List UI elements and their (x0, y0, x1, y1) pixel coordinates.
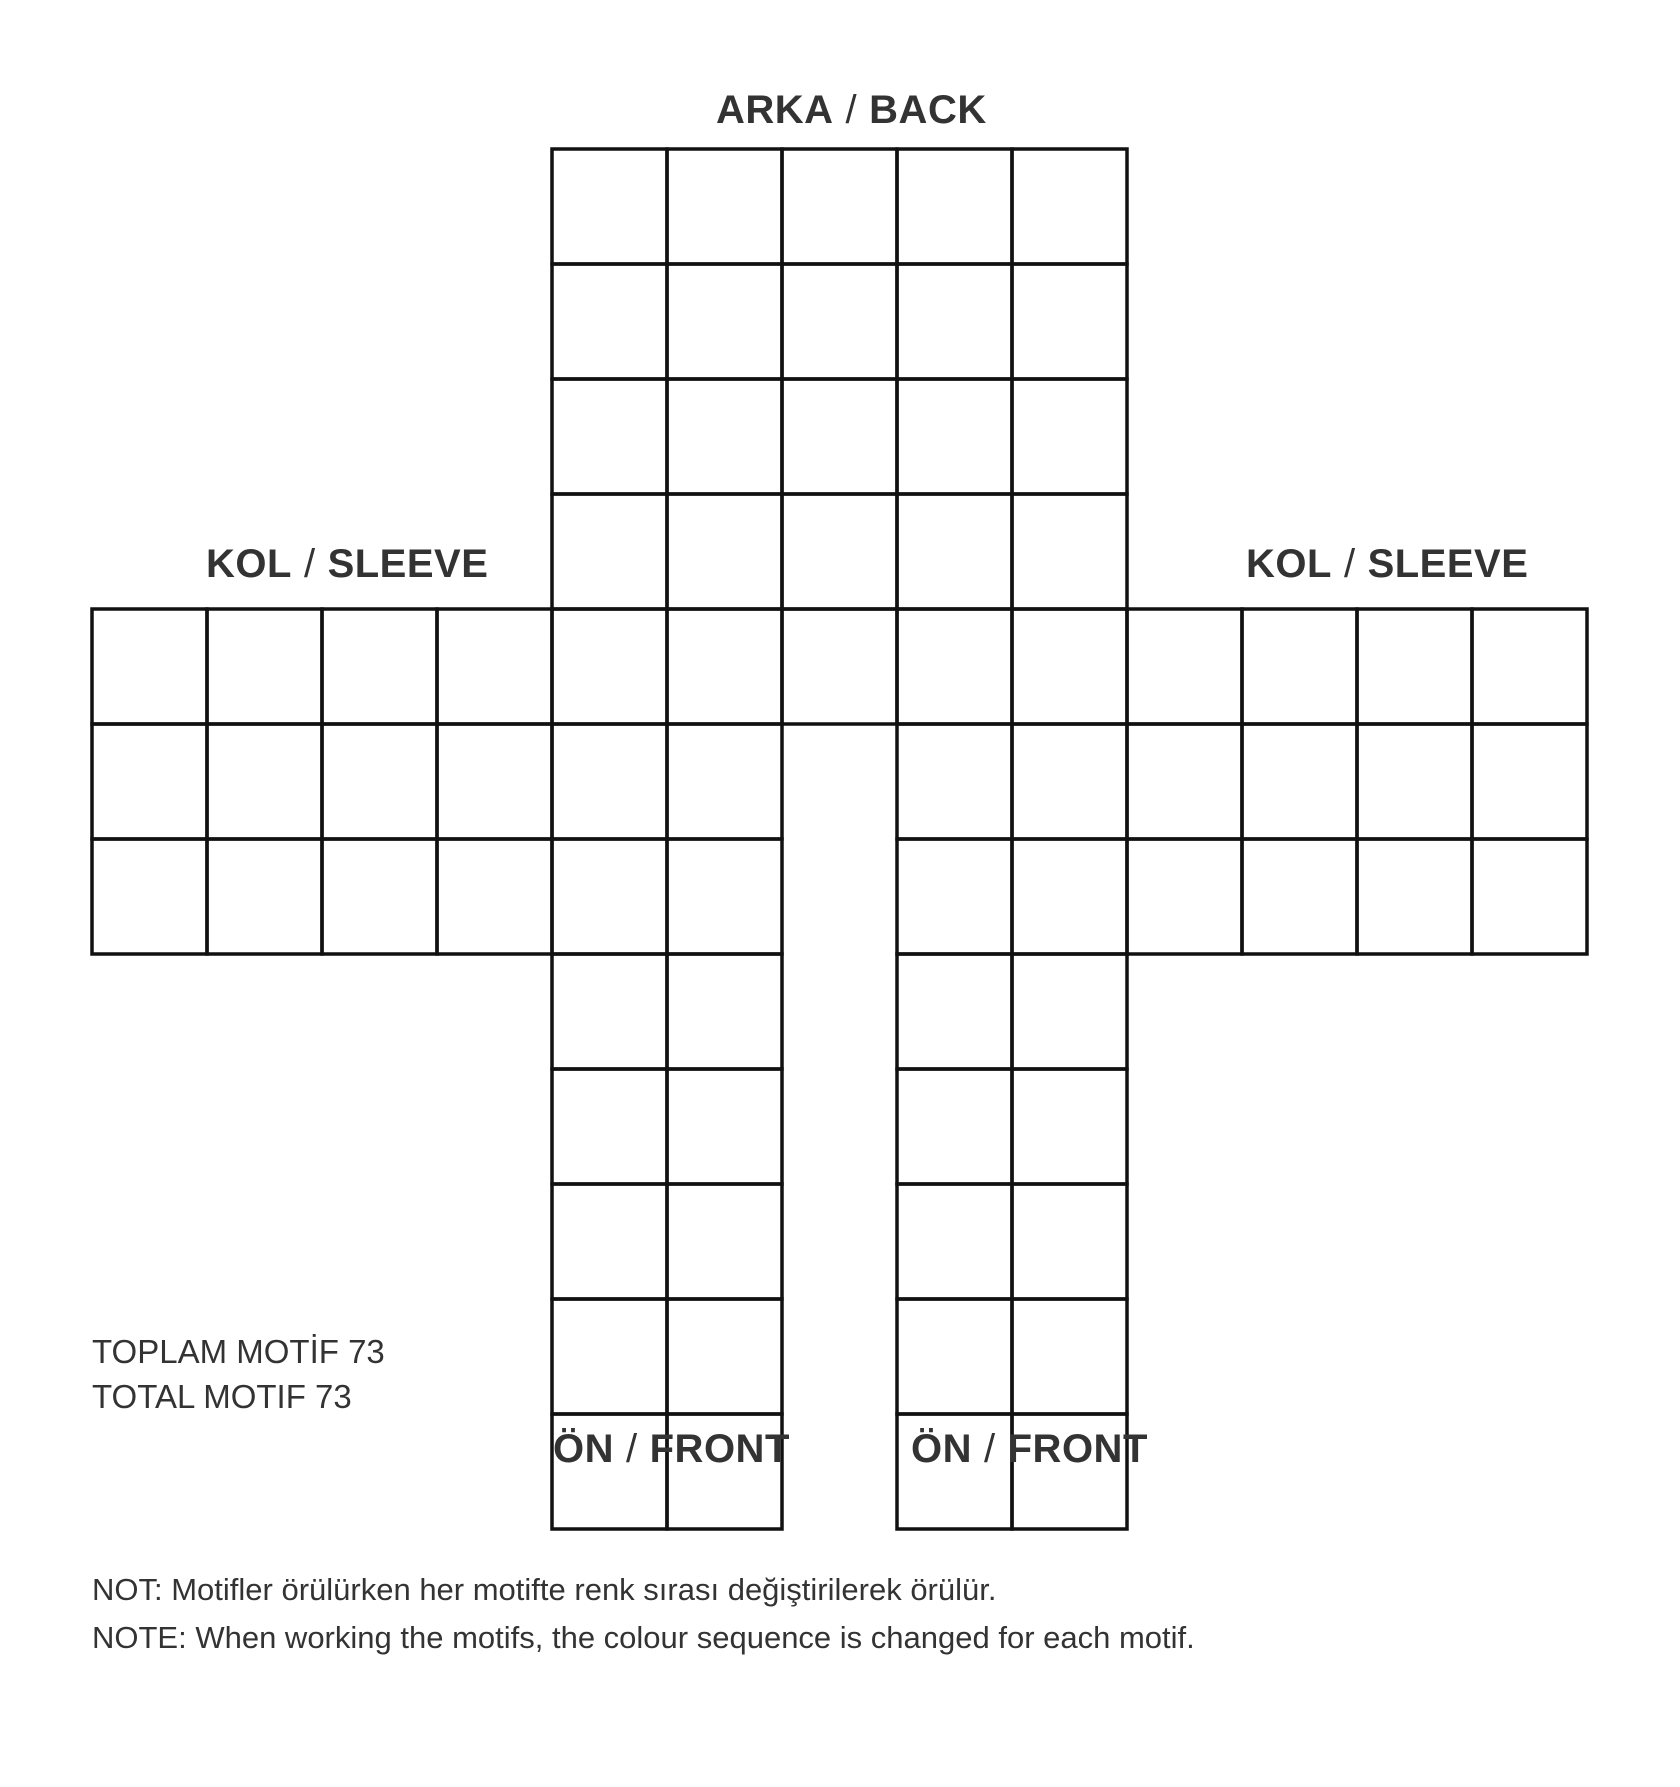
right-front-motif-square (897, 1069, 1012, 1184)
right-sleeve-motif-square (1127, 724, 1242, 839)
left-front-motif-grid (552, 724, 782, 1529)
right-front-label-tr: ÖN (911, 1427, 972, 1471)
note-text-tr: NOT: Motifler örülürken her motifte renk sırası değiştirilerek örülür. (92, 1572, 997, 1607)
back-motif-square (897, 379, 1012, 494)
back-motif-square (782, 149, 897, 264)
right-front-motif-grid (897, 724, 1127, 1529)
left-sleeve-label-en: SLEEVE (327, 542, 489, 586)
left-front-motif-square (667, 839, 782, 954)
back-motif-square (552, 264, 667, 379)
right-sleeve-label-en: SLEEVE (1367, 542, 1529, 586)
left-sleeve-motif-grid (92, 609, 552, 954)
right-sleeve-motif-square (1357, 724, 1472, 839)
back-motif-square (1012, 609, 1127, 724)
back-motif-square (667, 264, 782, 379)
right-sleeve-motif-square (1357, 839, 1472, 954)
right-front-motif-square (897, 954, 1012, 1069)
right-sleeve-motif-square (1472, 724, 1587, 839)
back-motif-square (897, 264, 1012, 379)
back-motif-square (1012, 149, 1127, 264)
back-motif-square (897, 609, 1012, 724)
left-sleeve-label-separator: / (303, 542, 316, 586)
left-front-label-en: FRONT (649, 1427, 790, 1471)
back-motif-square (782, 379, 897, 494)
left-front-motif-square (667, 1299, 782, 1414)
back-motif-square (782, 264, 897, 379)
right-sleeve-label-tr: KOL (1246, 542, 1332, 586)
left-sleeve-motif-square (207, 609, 322, 724)
right-sleeve-motif-square (1242, 609, 1357, 724)
left-sleeve-motif-square (322, 724, 437, 839)
left-sleeve-motif-square (437, 724, 552, 839)
total-motif-count-tr: TOPLAM MOTİF 73 (92, 1333, 385, 1370)
left-front-motif-square (667, 724, 782, 839)
right-front-motif-square (897, 839, 1012, 954)
left-sleeve-motif-square (437, 609, 552, 724)
back-label-tr: ARKA (716, 88, 834, 132)
left-sleeve-motif-square (322, 609, 437, 724)
right-sleeve-motif-square (1242, 724, 1357, 839)
right-front-label-separator: / (984, 1427, 996, 1471)
right-sleeve-label-separator: / (1343, 542, 1356, 586)
back-motif-square (667, 149, 782, 264)
right-front-motif-square (1012, 1184, 1127, 1299)
back-motif-square (1012, 264, 1127, 379)
left-sleeve-motif-square (207, 839, 322, 954)
left-sleeve-motif-square (92, 724, 207, 839)
left-front-label-tr: ÖN (553, 1427, 614, 1471)
left-front-motif-square (667, 1069, 782, 1184)
left-sleeve-motif-square (92, 609, 207, 724)
back-motif-square (552, 609, 667, 724)
right-sleeve-motif-square (1472, 609, 1587, 724)
back-motif-square (1012, 494, 1127, 609)
left-front-label-separator: / (626, 1427, 638, 1471)
right-front-motif-square (1012, 954, 1127, 1069)
back-motif-square (897, 149, 1012, 264)
right-sleeve-motif-square (1242, 839, 1357, 954)
back-motif-square (782, 494, 897, 609)
left-sleeve-label-tr: KOL (206, 542, 292, 586)
back-motif-square (667, 609, 782, 724)
right-front-motif-square (897, 724, 1012, 839)
back-motif-square (897, 494, 1012, 609)
right-sleeve-motif-grid (1127, 609, 1587, 954)
total-motif-count-en: TOTAL MOTIF 73 (92, 1378, 352, 1415)
right-front-motif-square (897, 1299, 1012, 1414)
back-motif-square (667, 379, 782, 494)
right-sleeve-motif-square (1472, 839, 1587, 954)
left-sleeve-motif-square (437, 839, 552, 954)
left-front-motif-square (552, 1299, 667, 1414)
back-motif-square (552, 379, 667, 494)
left-front-motif-square (552, 724, 667, 839)
back-label-en: BACK (869, 88, 987, 132)
left-sleeve-motif-square (322, 839, 437, 954)
right-front-motif-square (1012, 1069, 1127, 1184)
left-front-motif-square (552, 1069, 667, 1184)
note-text-en: NOTE: When working the motifs, the colour sequence is changed for each motif. (92, 1620, 1195, 1655)
back-motif-grid (552, 149, 1127, 724)
left-front-motif-square (667, 1184, 782, 1299)
right-front-motif-square (1012, 724, 1127, 839)
left-front-motif-square (552, 954, 667, 1069)
back-motif-square (552, 149, 667, 264)
left-front-section-label (553, 1427, 790, 1472)
right-front-motif-square (897, 1184, 1012, 1299)
back-motif-square (782, 609, 897, 724)
right-front-motif-square (1012, 1299, 1127, 1414)
right-front-section-label (911, 1427, 1148, 1472)
left-sleeve-motif-square (207, 724, 322, 839)
left-sleeve-motif-square (92, 839, 207, 954)
right-front-motif-square (1012, 839, 1127, 954)
right-sleeve-motif-square (1127, 609, 1242, 724)
left-front-motif-square (552, 839, 667, 954)
left-front-motif-square (552, 1184, 667, 1299)
right-front-label-en: FRONT (1007, 1427, 1148, 1471)
back-motif-square (667, 494, 782, 609)
back-motif-square (552, 494, 667, 609)
right-sleeve-motif-square (1357, 609, 1472, 724)
back-label-separator: / (845, 88, 858, 132)
back-motif-square (1012, 379, 1127, 494)
left-front-motif-square (667, 954, 782, 1069)
right-sleeve-motif-square (1127, 839, 1242, 954)
